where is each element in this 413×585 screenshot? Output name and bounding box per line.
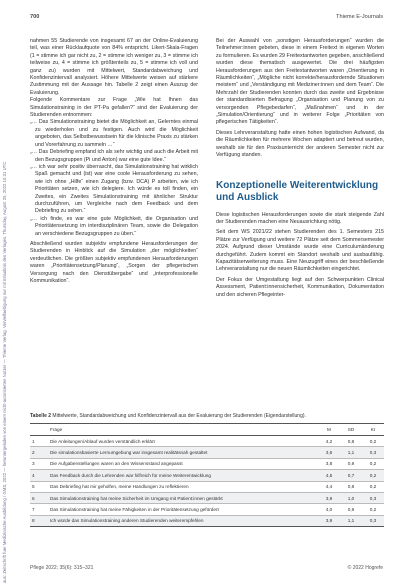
table-body bbox=[30, 436, 384, 527]
evaluation-table bbox=[30, 423, 384, 527]
row-mean: 4,0 bbox=[325, 507, 333, 513]
row-question: Das Debriefing hat mir geholfen, meine Handlungen zu reflektieren bbox=[50, 484, 189, 490]
row-index: 5 bbox=[32, 484, 35, 490]
row-sd: 0,9 bbox=[347, 507, 355, 513]
table-row bbox=[30, 436, 384, 447]
side-margin bbox=[0, 0, 11, 585]
row-index: 4 bbox=[32, 472, 35, 478]
quote-item: „… ich finde, es war eine gute Möglichkeit, die Organisation und Prioritätensetzung im interdisziplinären Team, sowie die Delegation an verschiedene Bezugsgruppen zu üben.“ bbox=[30, 215, 198, 237]
header-question: Frage bbox=[50, 427, 63, 432]
header-mean: M bbox=[327, 427, 331, 432]
row-ci: 0,2 bbox=[369, 438, 377, 444]
row-index: 3 bbox=[32, 461, 35, 467]
row-question: Das Feedback durch die Lehrenden war hilfreich für meine Weiterentwicklung bbox=[50, 472, 211, 478]
row-mean: 3,9 bbox=[325, 518, 333, 524]
row-sd: 1,0 bbox=[347, 495, 355, 501]
table-row bbox=[30, 515, 384, 526]
evaluation-table-block bbox=[30, 413, 384, 527]
left-column bbox=[30, 38, 198, 285]
quote-item: „… Das Debriefing empfand ich als sehr wichtig und auch die Arbeit mit den Bezugsgruppen (Pi und Anton) war eine gute Idee.“ bbox=[30, 149, 198, 163]
table-row bbox=[30, 504, 384, 515]
row-mean: 3,9 bbox=[325, 495, 333, 501]
row-ci: 0,2 bbox=[369, 507, 377, 513]
table-caption-text: Mittelwerte, Standardabweichung und Konfidenzintervall aus der Evaluierung der Studierenden (Eigendarstellung). bbox=[52, 413, 306, 419]
page-header bbox=[30, 14, 383, 26]
row-mean: 3,8 bbox=[325, 461, 333, 467]
row-ci: 0,2 bbox=[369, 461, 377, 467]
footer-copyright: © 2022 Hogrefe bbox=[347, 565, 383, 571]
quote-list bbox=[30, 119, 198, 238]
row-ci: 0,2 bbox=[369, 472, 377, 478]
row-mean: 4,4 bbox=[325, 484, 333, 490]
row-sd: 1,1 bbox=[347, 518, 355, 524]
row-ci: 0,3 bbox=[369, 495, 377, 501]
paragraph: Der Fokus der Umgestaltung liegt auf den Schwerpunkten Clinical Assessment, Patient:innensicherheit, Kommunikation, Dokumentation und den sicheren Pflegeinter- bbox=[216, 276, 384, 298]
table-header-row bbox=[30, 424, 384, 436]
side-margin-text: aus: Zeitschrift fuer Medizinische Ausbildung / GMS, 2022 — heruntergeladen von einem nicht-autorisierten Nutzer — Thieme Verlag. Vervielfaeltigung nur mit Erlaubnis des Verlages. Thursday, August 25, 2022 10:31 UTC bbox=[2, 161, 7, 583]
row-question: Ich würde das Simulationstraining anderen Studierenden weiterempfehlen bbox=[50, 518, 204, 524]
header-sd: SD bbox=[347, 427, 355, 432]
row-mean: 4,5 bbox=[325, 472, 333, 478]
page-footer bbox=[30, 565, 383, 575]
row-question: Die Aufgabenstellungen waren an den Wissensstand angepasst bbox=[50, 461, 183, 467]
row-index: 7 bbox=[32, 507, 35, 513]
row-ci: 0,3 bbox=[369, 518, 377, 524]
row-ci: 0,2 bbox=[369, 484, 377, 490]
table-caption-label: Tabelle 2 bbox=[30, 413, 52, 419]
row-mean: 4,2 bbox=[325, 438, 333, 444]
row-sd: 0,7 bbox=[347, 472, 355, 478]
row-sd: 0,8 bbox=[347, 484, 355, 490]
paragraph: Seit dem WS 2021/22 stehen Studierenden des 1. Semesters 215 Plätze zur Verfügung und weitere 72 Plätze seit dem Sommersemester 2024. Aufgrund dieser Umstände wurde eine Curriculumänderung durchgeführt. Zudem kommt ein Standort weshalb und ausbaufähig. Kapazitätserweiterung muss. Eine Neuzugriff eines der beschließende Lehrveranstaltung nur die neuen Räumlichkeiten eingerichtet. bbox=[216, 229, 384, 273]
header-ci: KI bbox=[370, 427, 376, 432]
row-question: Die Anleitungen/Ablauf wurden verständlich erklärt bbox=[50, 438, 155, 444]
paragraph: nahmen 55 Studierende von insgesamt 67 an der Online-Evaluierung teil, was einer Rücklaufquote von 84% entspricht. Likert-Skala-Fragen (1 = stimme ich gar nicht zu, 2 = stimme ich weniger zu, 3 = stimme ich teilweise zu, 4 = stimme ich größtenteils zu, 5 = stimme ich voll und ganz zu) wurden mit Mittelwert, Standardabweichung und Konfidenzintervall analysiert. Höhere Mittelwerte weisen auf stärkere Zustimmung mit der Aussage hin. Tabelle 2 zeigt einen Auszug der Evaluierung. bbox=[30, 38, 198, 96]
row-mean: 3,6 bbox=[325, 450, 333, 456]
row-index: 1 bbox=[32, 438, 35, 444]
header-section: Thieme E-Journals bbox=[336, 14, 383, 20]
table-row bbox=[30, 492, 384, 503]
row-index: 2 bbox=[32, 450, 35, 456]
table-row bbox=[30, 458, 384, 469]
table-row bbox=[30, 481, 384, 492]
page-number: 700 bbox=[30, 14, 40, 20]
row-sd: 0,8 bbox=[347, 438, 355, 444]
row-sd: 0,9 bbox=[347, 461, 355, 467]
table-row bbox=[30, 447, 384, 458]
right-column bbox=[216, 38, 384, 299]
table-row bbox=[30, 470, 384, 481]
row-question: Das Simulationstraining hat meine Sicherheit im Umgang mit Patient:innen gestärkt bbox=[50, 495, 223, 501]
row-sd: 1,1 bbox=[347, 450, 355, 456]
row-question: Das Simulationstraining hat meine Fähigkeiten in der Prioritätensetzung gefördert bbox=[50, 507, 219, 513]
paragraph: Abschließend wurden subjektiv empfundene Herausforderungen der Studierenden in Hinblick auf die Simulation „der möglichkeiten“ verdeutlichen. Die größten subjektiv empfundenen Herausforderungen waren „Prioritätensetzung/Planung“, „Sorgen der pflegerischen Versorgung nach den Dienstübergabe“ und „interprofessionelle Kommunikation“. bbox=[30, 240, 198, 284]
paragraph: Diese logistischen Herausforderungen sowie die stark steigende Zahl der Studierenden machen eine Neuausrichtung nötig. bbox=[216, 211, 384, 225]
row-index: 8 bbox=[32, 518, 35, 524]
header-index bbox=[30, 424, 48, 436]
row-question: Die simulationsbasierte Lernumgebung war insgesamt realitätsnah gestaltet bbox=[50, 450, 208, 456]
section-heading: Konzeptionelle Weiterentwicklung und Ausblick bbox=[216, 179, 379, 203]
paragraph: Bei der Auswahl von „sonstigen Herausforderungen“ wurden die Teilnehmer:innen gebeten, diese in einem Freitext in eigenen Worten zu formulieren. Es wurden 29 Freitextantworten gegeben, anschließend wurden diese thematisch ausgewertet. Die drei häufigsten Herausforderungen aus den Freitextantworten waren „Orientierung in Räumlichkeiten“, „Mögliche nicht korrekte/herausfordernde Situationen meistern“ und „Verständigung mit Mediziner:innen und dem Team“. Die Mehrzahl der Studierenden konnten durch das zweite und Ergebnisse der standardisierten Befragung „Organisation und Planung von zu versorgenden Pflegebedarfen“, „Maßnahmen“ und in der „Simulation/Orientierung“ und in weiterer Folge „Prioritäten von pflegerischen Tätigkeiten“. bbox=[216, 38, 384, 126]
quote-item: „… ich war sehr positiv überrascht, das Simulationstraining hat wirklich Spaß gemacht und (ist) war eine coole Herausforderung zu sehen, wie ich ohne „Hilfe“ einen Zugang (bzw. DCA) P arbeiten, wie ich Prioritäten setzen, wie ich delegiere. Ich würde es toll finden, ein Zweites, ein Zweites Simulationstraining mit ähnlicher Struktur durchzuführen, um Vergleiche nach dem Feedback und dem Debriefing zu sehen.“ bbox=[30, 163, 198, 215]
table-caption bbox=[30, 413, 384, 420]
paragraph: Dieses Lehrveranstaltung hatte einen hohen logistischen Aufwand, da die Räumlichkeiten für mehrere Wochen adaptiert und betreut wurden, weshalb sie für den Praxisunterricht der anderen Semester nicht zur Verfügung standen. bbox=[216, 129, 384, 159]
row-ci: 0,3 bbox=[369, 450, 377, 456]
row-index: 6 bbox=[32, 495, 35, 501]
footer-citation: Pflege 2022; 35(6): 315–321 bbox=[30, 565, 94, 571]
quote-item: „… Das Simulationstraining bietet die Möglichkeit an, Gelerntes einmal zu wiederholen und zu festigen. Auch wird die Möglichkeit angeboten, das Selbstbewusstsein für die klinische Praxis zu stärken und Vorerfahrung zu sammeln …“ bbox=[30, 119, 198, 148]
paragraph: Folgende Kommentare zur Frage „Wie hat Ihnen das Simulationstraining in der PT-Pa gefallen?“ sind der Evaluierung der Studierenden entnommen: bbox=[30, 97, 198, 119]
